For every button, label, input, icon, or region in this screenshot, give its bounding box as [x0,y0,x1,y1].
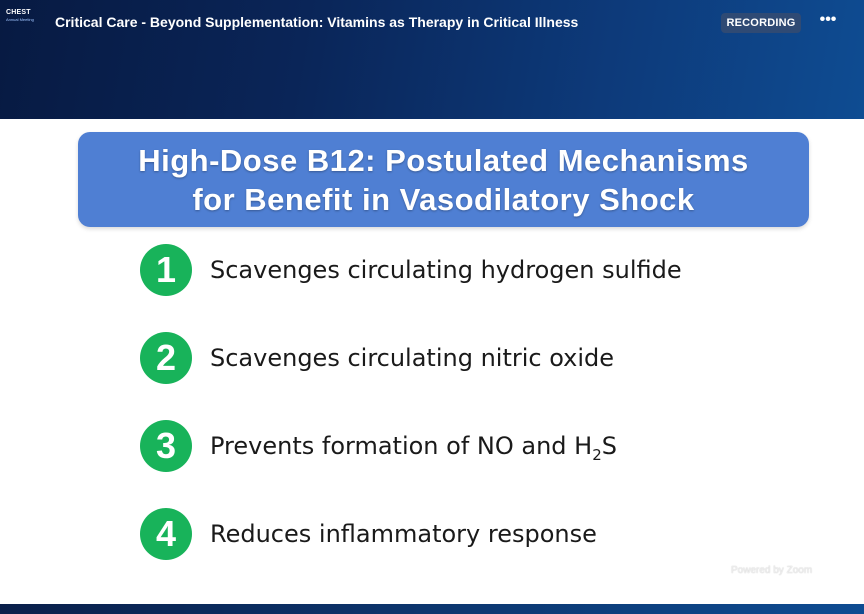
meeting-header [0,0,864,119]
logo-main-text: CHEST [6,9,31,16]
item-text [210,432,617,464]
item-text-main: Prevents formation of NO and H [210,432,593,460]
chest-logo [6,9,42,25]
list-item [140,508,800,560]
slide-title-box [78,132,809,227]
number-badge: 4 [140,508,192,560]
item-text-subscript: 2 [592,445,602,464]
slide-title-line-2: for Benefit in Vasodilatory Shock [192,181,695,217]
item-text-end: S [601,432,617,460]
item-text: Reduces inflammatory response [210,520,597,548]
shared-slide [0,119,864,604]
recording-badge[interactable]: RECORDING [721,13,801,33]
item-text: Scavenges circulating nitric oxide [210,344,615,372]
list-item [140,332,800,384]
slide-title-line-1: High-Dose B12: Postulated Mechanisms [138,142,749,178]
logo-sub-text: Annual Meeting [6,17,34,22]
more-options-icon[interactable]: ••• [819,11,837,28]
list-item [140,420,800,472]
number-badge: 1 [140,244,192,296]
list-item [140,244,800,296]
powered-by-watermark: Powered by Zoom [731,565,813,576]
bottom-strip [0,604,864,614]
meeting-title: Critical Care - Beyond Supplementation: Vitamins as Therapy in Critical Illness [55,14,579,30]
number-badge: 2 [140,332,192,384]
number-badge: 3 [140,420,192,472]
item-text: Scavenges circulating hydrogen sulfide [210,256,682,284]
